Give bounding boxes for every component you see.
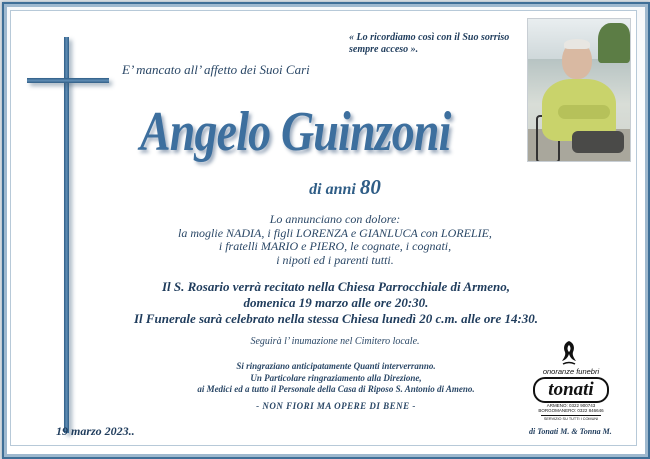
age-line xyxy=(0,175,650,200)
date-text: 19 marzo 2023.. xyxy=(56,424,135,438)
logo-subtitle: onoranze funebri xyxy=(542,367,600,376)
ceremony-line: domenica 19 marzo alle ore 20:30. xyxy=(243,295,429,310)
announcement-line: la moglie NADIA, i figli LORENZA e GIANLUCA con LORELIE, xyxy=(178,225,492,240)
quote-text: « Lo ricordiamo così con il Suo sorriso sempre acceso ». xyxy=(349,32,510,55)
logo-brand: tonati xyxy=(533,377,609,403)
tonati-logo-icon xyxy=(558,339,580,367)
thanks-line: ai Medici ed a tutto il Personale della Casa di Riposo S. Antonio di Ameno. xyxy=(197,384,475,394)
closing-text: - NON FIORI MA OPERE DI BENE - xyxy=(256,401,416,411)
photo-arms xyxy=(558,105,610,119)
photo-legs xyxy=(572,131,624,153)
ceremony-block xyxy=(0,279,650,327)
announcement-line: i nipoti ed i parenti tutti. xyxy=(276,252,394,267)
photo-hair xyxy=(564,39,590,49)
age-value: 80 xyxy=(359,175,381,199)
logo-address-line: BORGOMANERO: 0322 846646 xyxy=(538,408,604,413)
burial-text: Seguirà l’ inumazione nel Cimitero locale. xyxy=(250,336,420,347)
announcement-line: i fratelli MARIO e PIERO, le cognate, i cognati, xyxy=(218,239,452,253)
portrait-photo xyxy=(527,18,631,162)
logo-service: SERVIZIO SU TUTTI I COMUNI xyxy=(541,415,601,421)
tonati-logo xyxy=(531,339,611,423)
announcement-block xyxy=(0,213,650,267)
announcement-line: Lo annunciano con dolore: xyxy=(269,212,401,226)
intro-text: E’ mancato all’ affetto dei Suoi Cari xyxy=(122,62,310,77)
logo-address xyxy=(531,403,611,413)
deceased-name: Angelo Guinzoni xyxy=(140,101,451,163)
cross-horizontal-bar xyxy=(27,78,109,83)
credit-text: di Tonati M. & Tonna M. xyxy=(529,427,612,436)
thanks-line: Si ringraziano anticipatamente Quanti interverranno. xyxy=(236,361,436,371)
age-prefix: di anni xyxy=(309,181,356,198)
logo-address-line: ARMENO: 0322 900743 xyxy=(546,403,596,408)
photo-plant xyxy=(598,23,630,63)
thanks-line: Un Particolare ringraziamento alla Direzione, xyxy=(250,372,422,383)
ceremony-line: Il Funerale sarà celebrato nella stessa Chiesa lunedì 20 c.m. alle ore 14:30. xyxy=(133,311,539,326)
ceremony-line: Il S. Rosario verrà recitato nella Chiesa Parrocchiale di Armeno, xyxy=(161,279,510,294)
